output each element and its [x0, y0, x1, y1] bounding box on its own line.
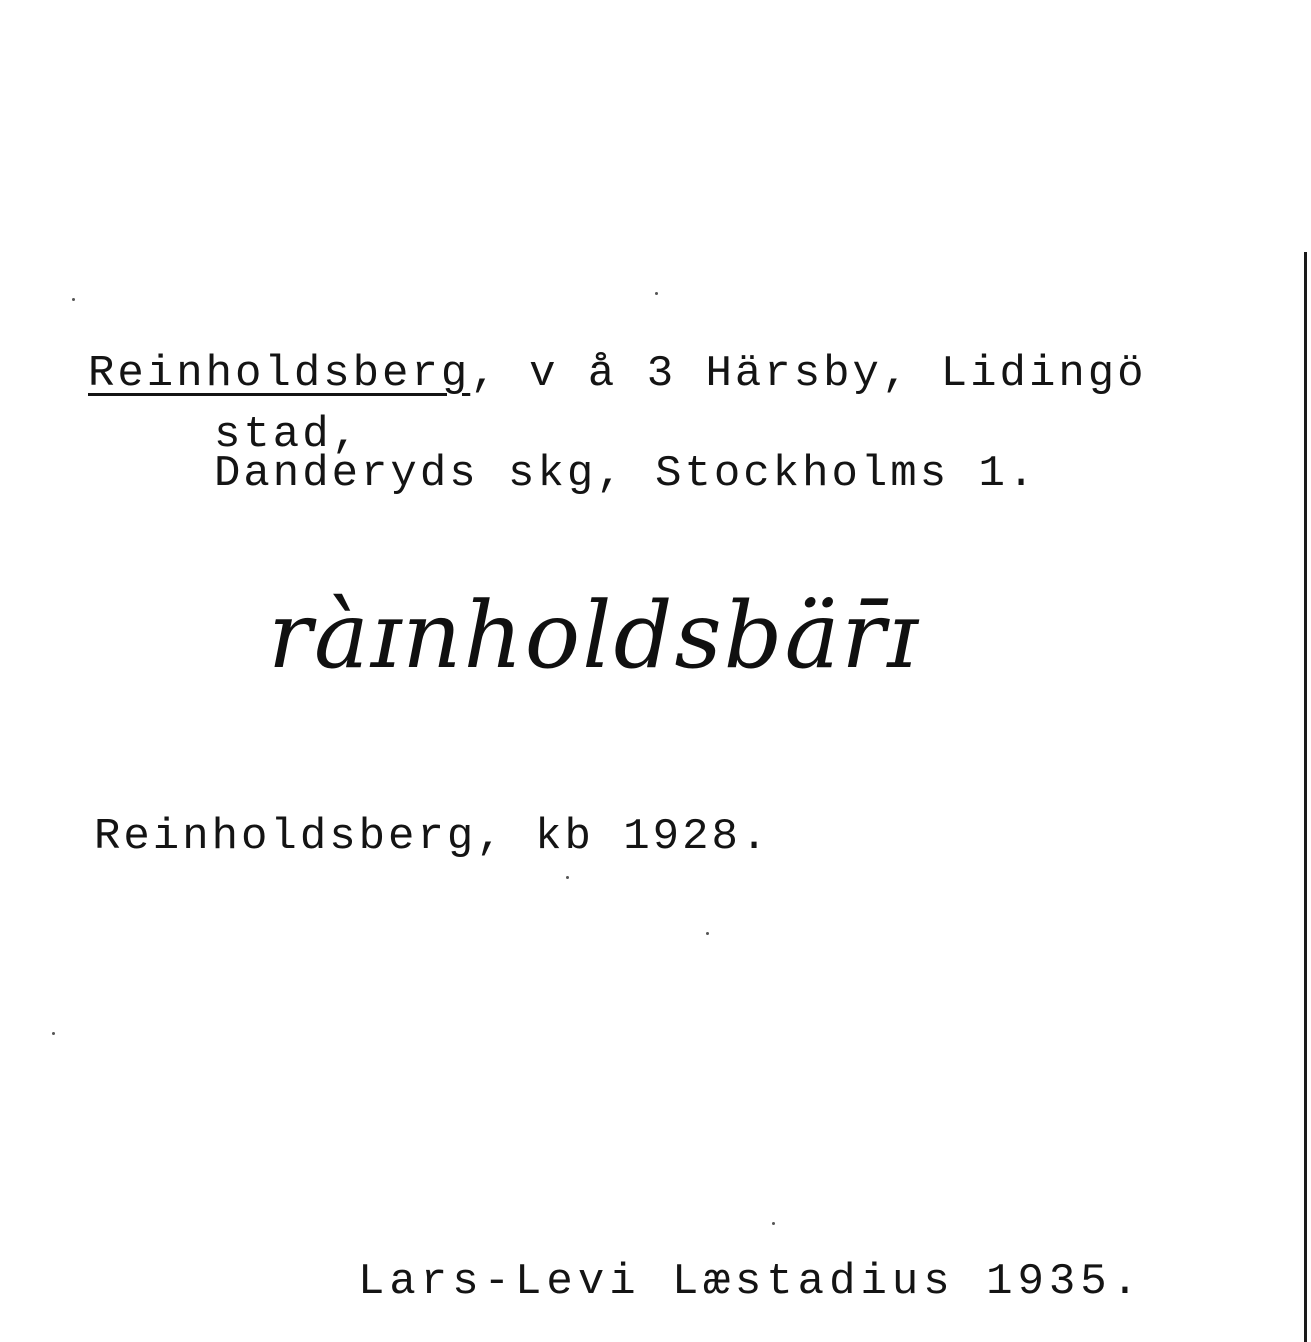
handwritten-pronunciation: ràɪnholdsbär̄ɪ: [268, 582, 919, 689]
headword: Reinholdsberg: [88, 349, 471, 399]
paper-speck: [772, 1222, 775, 1225]
paper-speck: [566, 876, 569, 879]
source-line: Reinholdsberg, kb 1928.: [94, 812, 771, 862]
paper-speck: [72, 298, 75, 301]
entry-line-1: [88, 349, 1147, 399]
location-description: , v å 3 Härsby, Lidingö: [470, 349, 1147, 399]
paper-speck: [706, 932, 709, 935]
entry-line-2: stad,: [214, 410, 362, 460]
paper-speck: [52, 1032, 55, 1035]
recorder-line: Lars-Levi Læstadius 1935.: [358, 1257, 1144, 1307]
card-edge-line: [1304, 252, 1307, 1342]
paper-speck: [655, 292, 658, 295]
entry-line-3: Danderyds skg, Stockholms 1.: [214, 449, 1038, 499]
